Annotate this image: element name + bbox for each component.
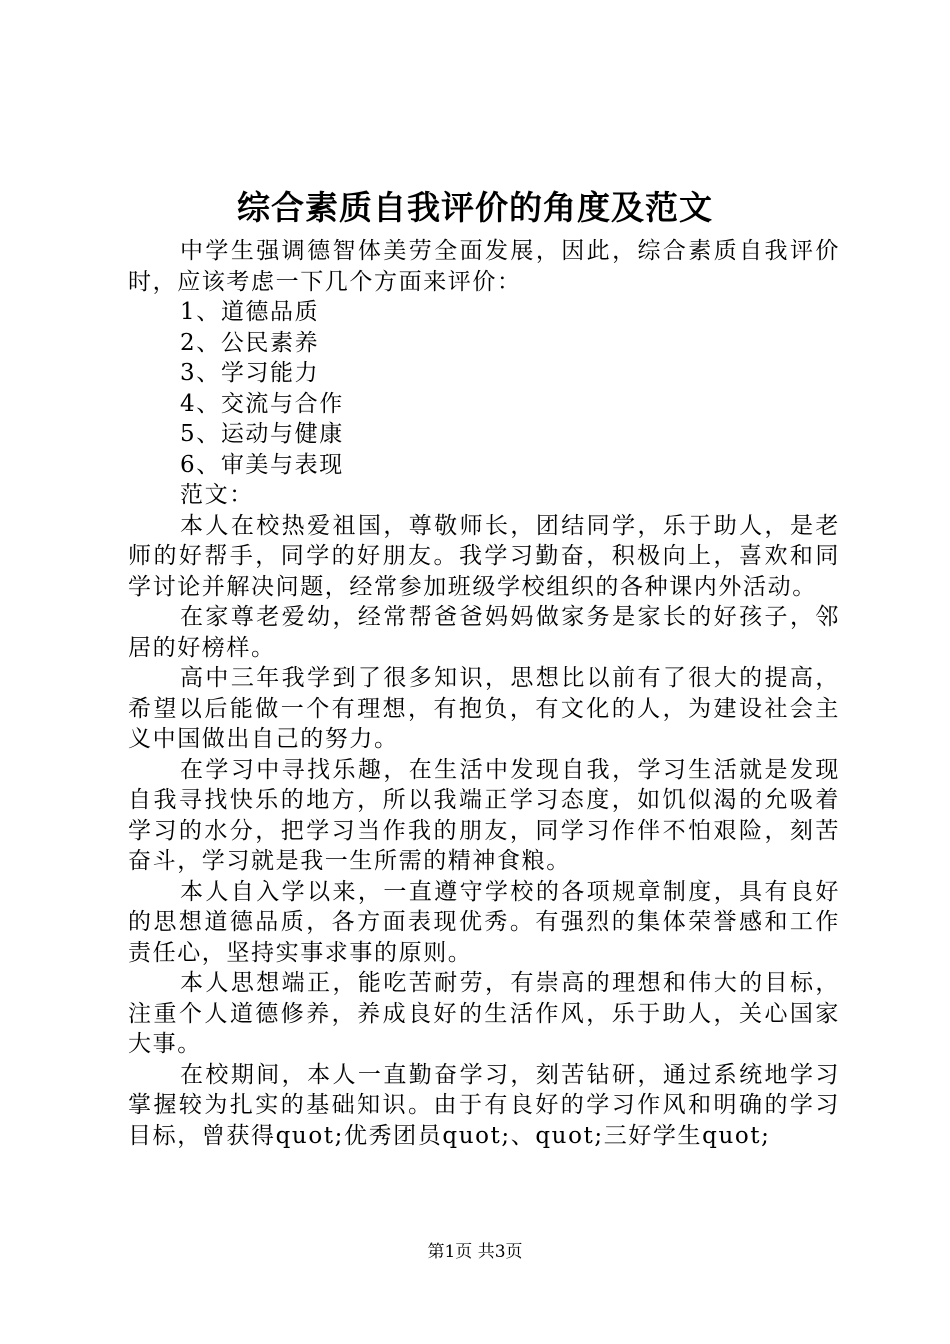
page-footer: 第1页 共3页: [427, 1242, 523, 1262]
list-item: 4、交流与合作: [180, 390, 344, 417]
list-item: 3、学习能力: [180, 360, 320, 386]
document-title: 综合素质自我评价的角度及范文: [237, 188, 713, 227]
list-item: 1、道德品质: [180, 299, 320, 325]
paragraph: 高中三年我学到了很多知识，思想比以前有了很大的提高，希望以后能做一个有理想，有抱负，有文化的人，为建设社会主义中国做出自己的努力。: [128, 665, 840, 752]
list-item: 5、运动与健康: [180, 421, 344, 447]
paragraph: 在家尊老爱幼，经常帮爸爸妈妈做家务是家长的好孩子，邻居的好榜样。: [128, 604, 840, 661]
list-item: 6、审美与表现: [180, 451, 344, 478]
paragraph: 本人自入学以来，一直遵守学校的各项规章制度，具有良好的思想道德品质，各方面表现优秀。有强烈的集体荣誉感和工作责任心，坚持实事求事的原则。: [128, 878, 840, 966]
paragraph: 本人思想端正，能吃苦耐劳，有崇高的理想和伟大的目标，注重个人道德修养，养成良好的生活作风，乐于助人，关心国家大事。: [128, 970, 840, 1057]
paragraph-intro: 中学生强调德智体美劳全面发展，因此，综合素质自我评价时，应该考虑一下几个方面来评价：: [128, 238, 840, 295]
paragraph: 本人在校热爱祖国，尊敬师长，团结同学，乐于助人，是老师的好帮手，同学的好朋友。我学习勤奋，积极向上，喜欢和同学讨论并解决问题，经常参加班级学校组织的各种课内外活动。: [128, 512, 840, 600]
document-body: [128, 236, 840, 1151]
list-item: 2、公民素养: [180, 329, 320, 356]
paragraph: 在学习中寻找乐趣，在生活中发现自我，学习生活就是发现自我寻找快乐的地方，所以我端正学习态度，如饥似渴的允吸着学习的水分，把学习当作我的朋友，同学习作伴不怕艰险，刻苦奋斗，学习就是我一生所需的精神食粮。: [128, 756, 840, 874]
sample-heading: 范文：: [180, 482, 254, 508]
paragraph: 在校期间，本人一直勤奋学习，刻苦钻研，通过系统地学习掌握较为扎实的基础知识。由于有良好的学习作风和明确的学习目标，曾获得quot;优秀团员quot;、quot;三好学生quot;: [128, 1061, 840, 1149]
